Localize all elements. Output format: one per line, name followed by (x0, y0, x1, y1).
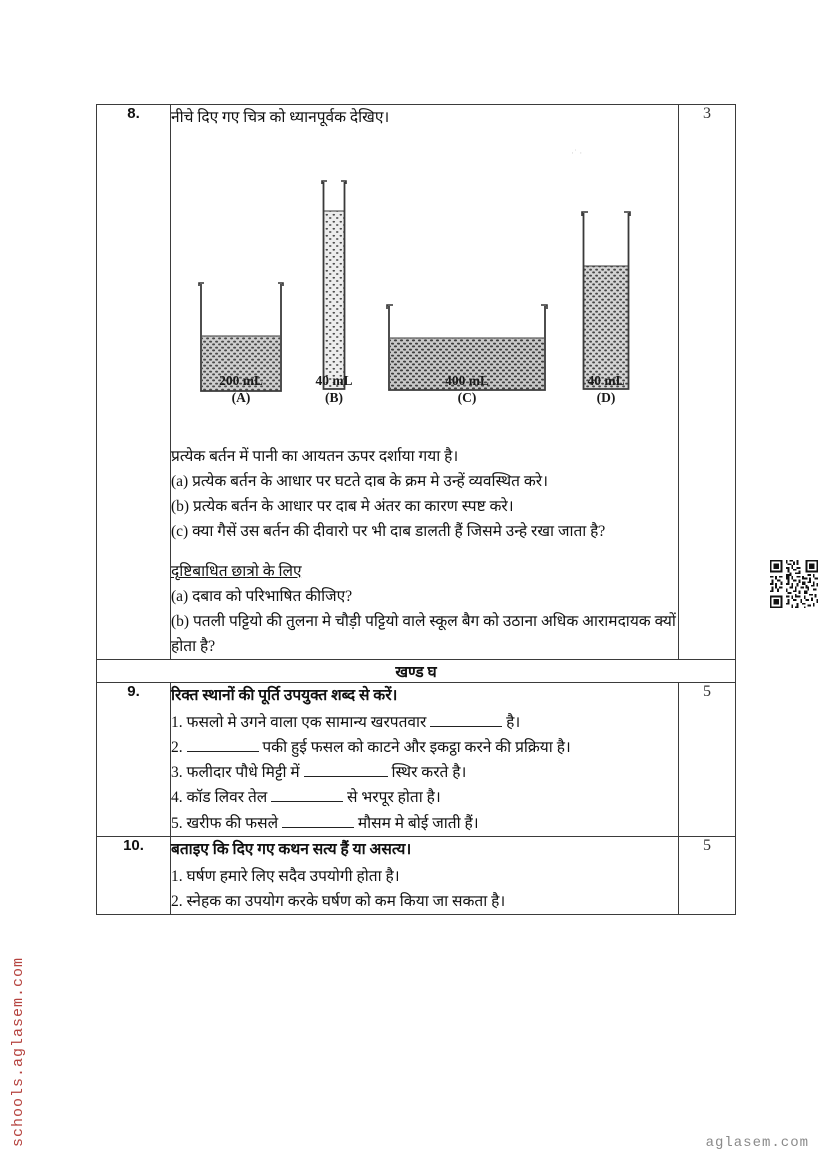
item-prefix: 3. फलीदार पौधे मिट्टी में (171, 764, 304, 782)
item-prefix: 1. फसलो मे उगने वाला एक सामान्य खरपतवार (171, 714, 431, 732)
answer-blank[interactable] (282, 827, 354, 828)
figure-caption: प्रत्येक बर्तन में पानी का आयतन ऊपर दर्शाया गया है। (171, 448, 459, 466)
true-false-item: 1. घर्षण हमारे लिए सदैव उपयोगी होता है। (171, 867, 400, 885)
fill-blank-item (171, 710, 678, 735)
item-suffix: पकी हुई फसल को काटने और इकट्ठा करने की प्रक्रिया है। (258, 739, 571, 757)
vessel-d-caption (563, 372, 649, 407)
vessel-c-volume: 400 mL (445, 373, 489, 389)
spacer (171, 545, 678, 559)
table-row (97, 105, 736, 660)
vessel-b-label: (B) (325, 390, 343, 406)
vi-part-b: (b) पतली पट्टियो की तुलना मे चौड़ी पट्टियो वाले स्कूल बैग को उठाना अधिक आरामदायक क्यों होता है? (171, 612, 676, 655)
vessel-a-caption (191, 372, 291, 407)
vessel-d-volume: 40 mL (587, 373, 625, 389)
table-row (97, 836, 736, 914)
item-prefix: 4. कॉड लिवर तेल (171, 789, 272, 807)
item-suffix: मौसम मे बोई जाती हैं। (353, 814, 479, 832)
answer-blank[interactable] (304, 776, 388, 777)
question-marks: 3 (679, 105, 736, 660)
vessels-figure (171, 140, 678, 440)
question-body (171, 836, 679, 914)
vi-part-a: (a) दबाव को परिभाषित कीजिए? (171, 587, 353, 605)
vessel-c-label: (C) (457, 390, 477, 406)
fill-blank-item (171, 811, 678, 836)
fill-blank-item (171, 785, 678, 810)
item-prefix: 2. (171, 739, 187, 757)
figure-smudge: ·˙ · (571, 148, 583, 159)
exam-question-table (96, 104, 736, 915)
question-body (171, 682, 679, 836)
question-heading: बताइए कि दिए गए कथन सत्य हैं या असत्य। (171, 840, 412, 858)
true-false-item: 2. स्नेहक का उपयोग करके घर्षण को कम किया जा सकता है। (171, 892, 506, 910)
vessel-d-label: (D) (596, 390, 616, 406)
answer-blank[interactable] (187, 751, 259, 752)
question-part-c: (c) क्या गैसें उस बर्तन की दीवारो पर भी दाब डालती हैं जिसमे उन्हे रखा जाता है? (171, 523, 606, 541)
vessel-a-volume: 200 mL (219, 373, 263, 389)
qr-code (768, 558, 820, 610)
answer-blank[interactable] (430, 726, 502, 727)
section-header: खण्ड घ (97, 659, 736, 682)
table-row (97, 682, 736, 836)
question-number: 9. (97, 682, 171, 836)
item-suffix: है। (502, 714, 521, 732)
section-header-row (97, 659, 736, 682)
fill-blank-item (171, 760, 678, 785)
left-watermark: schools.aglasem.com (10, 956, 27, 1147)
question-number: 10. (97, 836, 171, 914)
vessel-b (311, 178, 357, 400)
item-suffix: से भरपूर होता है। (343, 789, 441, 807)
fill-blank-item (171, 735, 678, 760)
question-heading: रिक्त स्थानों की पूर्ति उपयुक्त शब्द से करें। (171, 686, 398, 704)
item-suffix: स्थिर करते है। (387, 764, 467, 782)
visually-impaired-heading: दृष्टिबाधित छात्रो के लिए (171, 562, 302, 580)
vessel-b-caption (304, 372, 364, 407)
answer-blank[interactable] (271, 801, 343, 802)
question-marks: 5 (679, 836, 736, 914)
question-marks: 5 (679, 682, 736, 836)
item-prefix: 5. खरीफ की फसले (171, 814, 282, 832)
question-number: 8. (97, 105, 171, 660)
question-body (171, 105, 679, 660)
question-part-b: (b) प्रत्येक बर्तन के आधार पर दाब मे अंतर का कारण स्पष्ट करे। (171, 498, 514, 516)
corner-watermark: aglasem.com (705, 1135, 809, 1151)
vessel-b-volume: 40 mL (315, 373, 353, 389)
vessel-a-label: (A) (231, 390, 251, 406)
question-part-a: (a) प्रत्येक बर्तन के आधार पर घटते दाब के क्रम मे उन्हें व्यवस्थित करे। (171, 473, 548, 491)
vessel-c-caption (379, 372, 555, 407)
question-intro: नीचे दिए गए चित्र को ध्यानपूर्वक देखिए। (171, 109, 390, 126)
